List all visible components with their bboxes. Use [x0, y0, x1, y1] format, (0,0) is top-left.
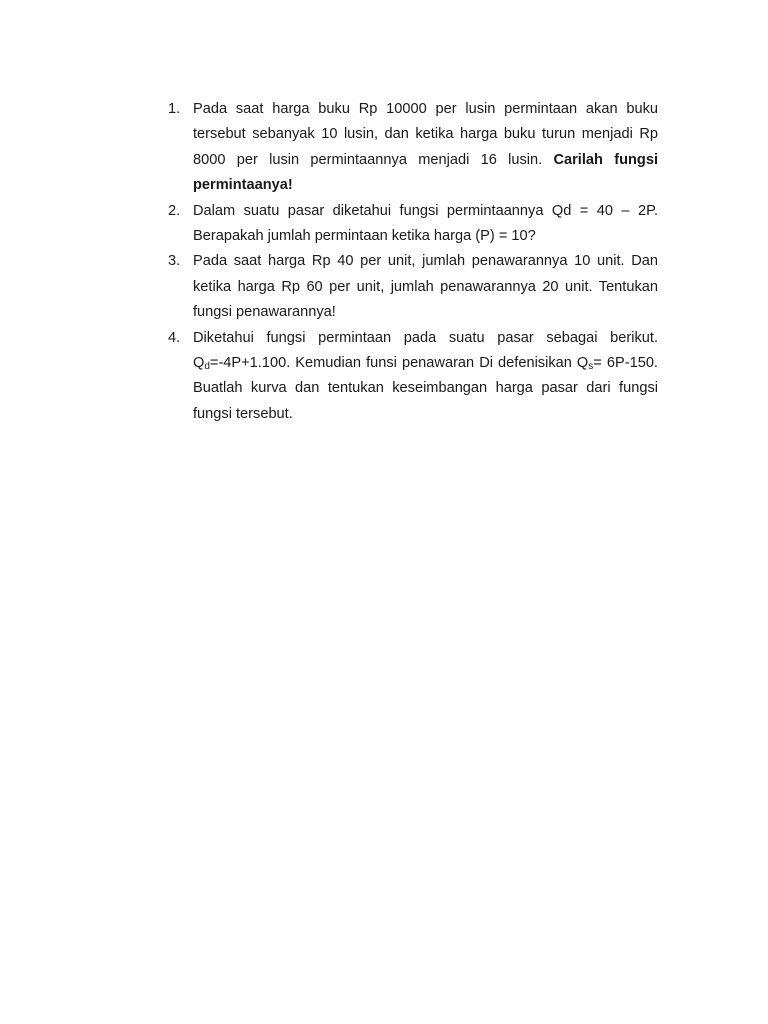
question-body: Pada saat harga buku Rp 10000 per lusin permintaan akan buku tersebut sebanyak 10 lusin, dan ketika harga buku turun menjadi Rp 8000 per lusin permintaannya menjadi 16 lusin.	[193, 101, 658, 168]
question-text	[193, 326, 658, 428]
question-body-part: =-4P+1.100. Kemudian funsi penawaran Di defenisikan Q	[209, 355, 589, 372]
question-text: Pada saat harga Rp 40 per unit, jumlah penawarannya 10 unit. Dan ketika harga Rp 60 per unit, jumlah penawarannya 20 unit. Tentukan fungsi penawarannya!	[193, 253, 658, 321]
question-text: Dalam suatu pasar diketahui fungsi permintaannya Qd = 40 – 2P. Berapakah jumlah permintaan ketika harga (P) = 10?	[193, 202, 658, 245]
supply-subscript: s	[588, 361, 594, 373]
question-instruction: Carilah fungsi permintaanya!	[193, 151, 658, 194]
question-number: 3.	[168, 253, 181, 270]
question-body-part: = 6P-150. Buatlah kurva dan tentukan keseimbangan harga pasar dari fungsi fungsi tersebut.	[193, 355, 658, 422]
question-item-4	[168, 326, 658, 428]
question-item-3	[168, 249, 658, 325]
question-item-2	[168, 199, 658, 250]
question-number: 2.	[168, 202, 181, 219]
question-item-1	[168, 97, 658, 199]
question-list	[168, 97, 658, 427]
question-number: 1.	[168, 101, 181, 117]
demand-subscript: d	[204, 361, 210, 373]
question-text	[193, 97, 658, 199]
question-body-part: Diketahui fungsi permintaan pada suatu pasar sebagai berikut. Q	[193, 329, 658, 372]
question-number: 4.	[168, 329, 181, 346]
